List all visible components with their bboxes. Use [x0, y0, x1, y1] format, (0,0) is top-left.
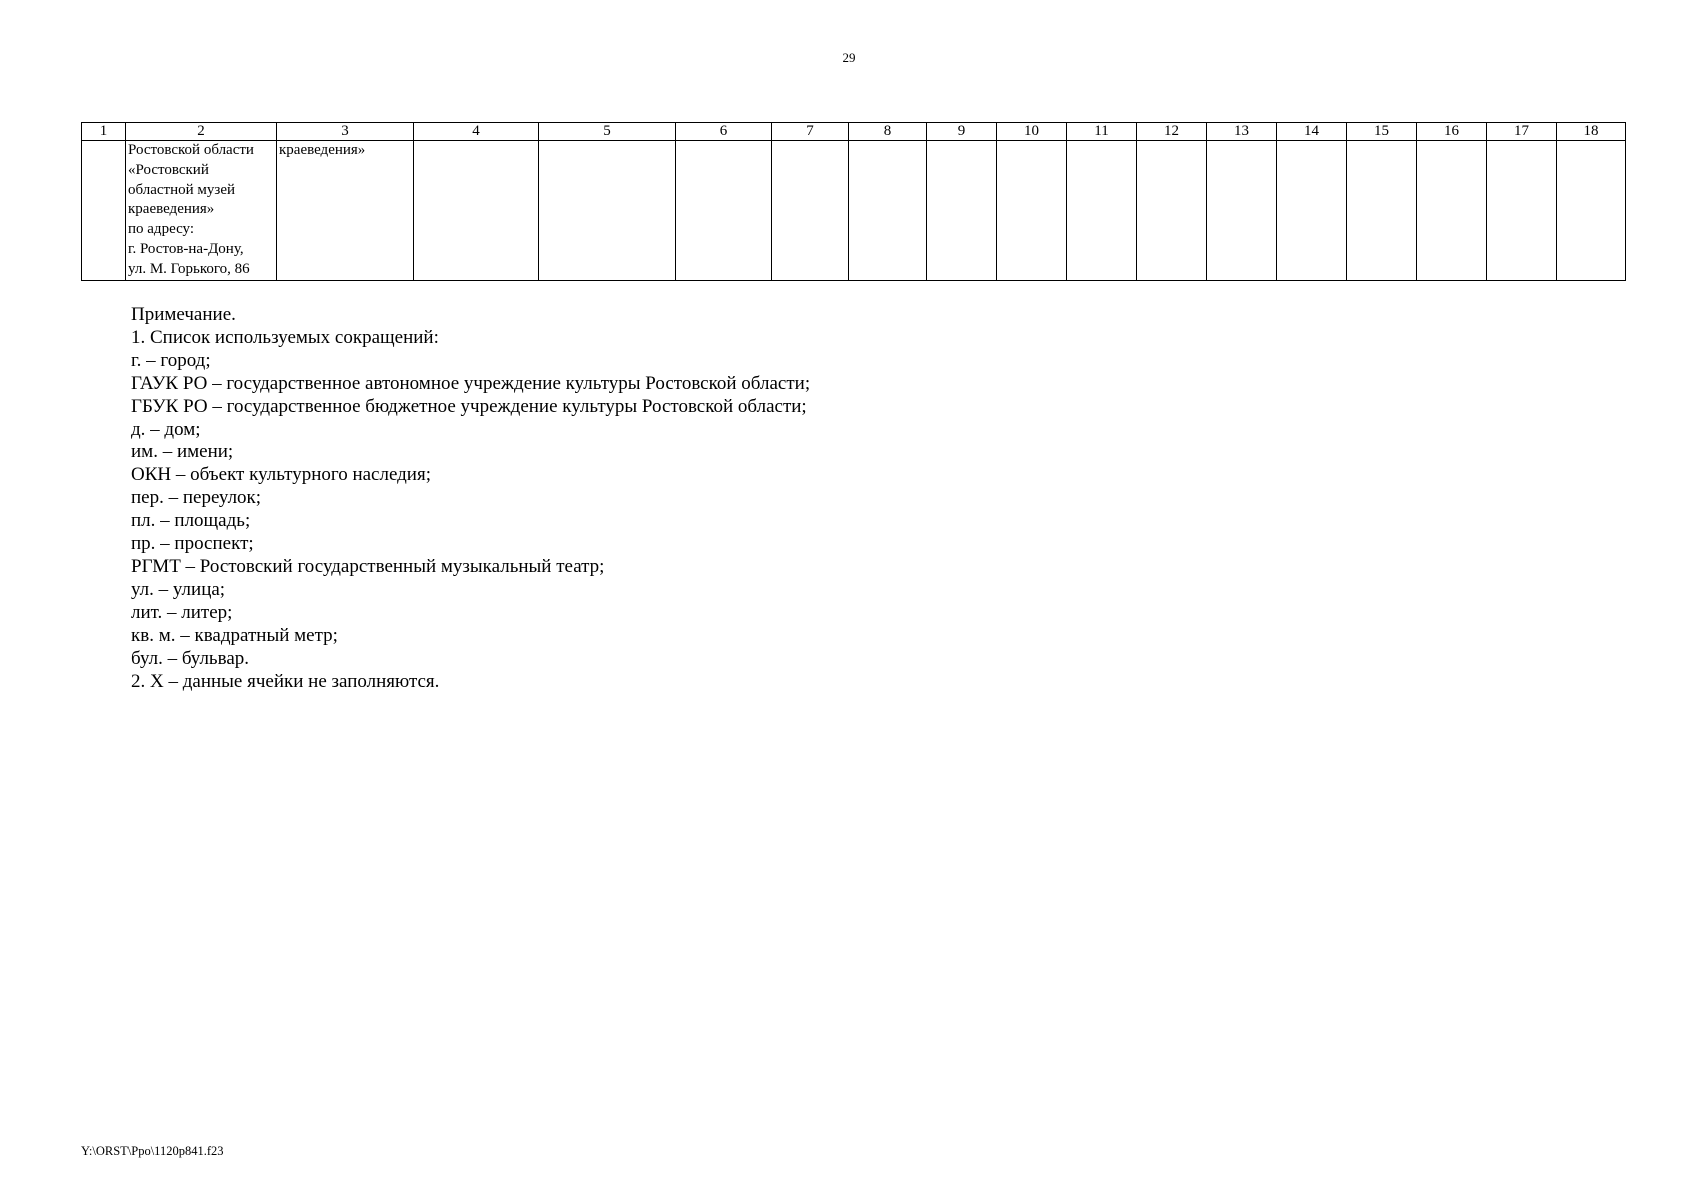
table-cell-empty — [772, 141, 849, 281]
column-number-cell: 12 — [1137, 123, 1207, 141]
table-cell-empty — [676, 141, 772, 281]
cell-text-line: Ростовской области — [128, 142, 254, 158]
note-line: пер. – переулок; — [131, 487, 262, 509]
note-line: лит. – литер; — [131, 601, 233, 623]
column-number-cell: 14 — [1277, 123, 1347, 141]
cell-text-line: областной музей — [128, 181, 236, 198]
cell-text-line: по адресу: — [128, 221, 195, 238]
column-number-cell: 1 — [82, 123, 126, 141]
cell-text-line: «Ростовский — [128, 161, 209, 178]
data-table — [81, 122, 1626, 281]
note-line: РГМТ – Ростовский государственный музыкальный театр; — [131, 555, 605, 577]
note-line: кв. м. – квадратный метр; — [131, 624, 338, 646]
column-number-row — [82, 123, 1626, 141]
table-cell-empty — [539, 141, 676, 281]
table-cell-empty — [1137, 141, 1207, 281]
column-number-cell: 7 — [772, 123, 849, 141]
note-line: 1. Список используемых сокращений: — [131, 326, 439, 348]
column-number-cell: 2 — [126, 123, 277, 141]
column-number-cell: 17 — [1487, 123, 1557, 141]
column-number-cell: 8 — [849, 123, 927, 141]
table-cell-empty — [1207, 141, 1277, 281]
note-line: 2. Х – данные ячейки не заполняются. — [131, 670, 440, 692]
note-line: д. – дом; — [131, 418, 201, 440]
column-number-cell: 15 — [1347, 123, 1417, 141]
column-number-cell: 6 — [676, 123, 772, 141]
note-line: г. – город; — [131, 349, 211, 371]
note-line: ОКН – объект культурного наследия; — [131, 464, 431, 486]
note-line: ул. – улица; — [131, 578, 226, 600]
note-line: ГБУК РО – государственное бюджетное учреждение культуры Ростовской области; — [131, 395, 807, 417]
cell-text-line: ул. М. Горького, 86 — [128, 260, 250, 277]
page-number: 29 — [842, 50, 856, 65]
table-cell-col1 — [82, 141, 126, 281]
data-table-container — [81, 122, 1626, 281]
table-row — [82, 141, 1626, 281]
note-line: им. – имени; — [131, 441, 234, 463]
column-number-cell: 13 — [1207, 123, 1277, 141]
column-number-cell: 11 — [1067, 123, 1137, 141]
column-number-cell: 16 — [1417, 123, 1487, 141]
table-cell-empty — [1487, 141, 1557, 281]
note-line: пл. – площадь; — [131, 510, 251, 532]
cell-text-line: краеведения» — [128, 201, 215, 218]
column-number-cell: 4 — [414, 123, 539, 141]
table-cell-empty — [1347, 141, 1417, 281]
notes-section — [131, 304, 810, 693]
table-cell-empty — [849, 141, 927, 281]
file-path-footer: Y:\ORST\Ppo\1120p841.f23 — [81, 1144, 224, 1158]
note-line: пр. – проспект; — [131, 533, 254, 555]
note-line: бул. – бульвар. — [131, 647, 249, 669]
column-number-cell: 3 — [277, 123, 414, 141]
cell-text-line: г. Ростов-на-Дону, — [128, 240, 244, 257]
table-cell-empty — [1557, 141, 1626, 281]
column-number-cell: 9 — [927, 123, 997, 141]
table-cell-empty — [927, 141, 997, 281]
table-cell-empty — [1277, 141, 1347, 281]
note-line: ГАУК РО – государственное автономное учреждение культуры Ростовской области; — [131, 372, 811, 394]
table-cell-empty — [414, 141, 539, 281]
column-number-cell: 5 — [539, 123, 676, 141]
cell-text-line: краеведения» — [279, 142, 366, 158]
table-cell-empty — [1417, 141, 1487, 281]
table-cell-col2 — [126, 141, 277, 281]
column-number-cell: 10 — [997, 123, 1067, 141]
notes-heading: Примечание. — [131, 304, 236, 325]
table-cell-empty — [997, 141, 1067, 281]
table-cell-empty — [1067, 141, 1137, 281]
column-number-cell: 18 — [1557, 123, 1626, 141]
table-cell-col3 — [277, 141, 414, 281]
